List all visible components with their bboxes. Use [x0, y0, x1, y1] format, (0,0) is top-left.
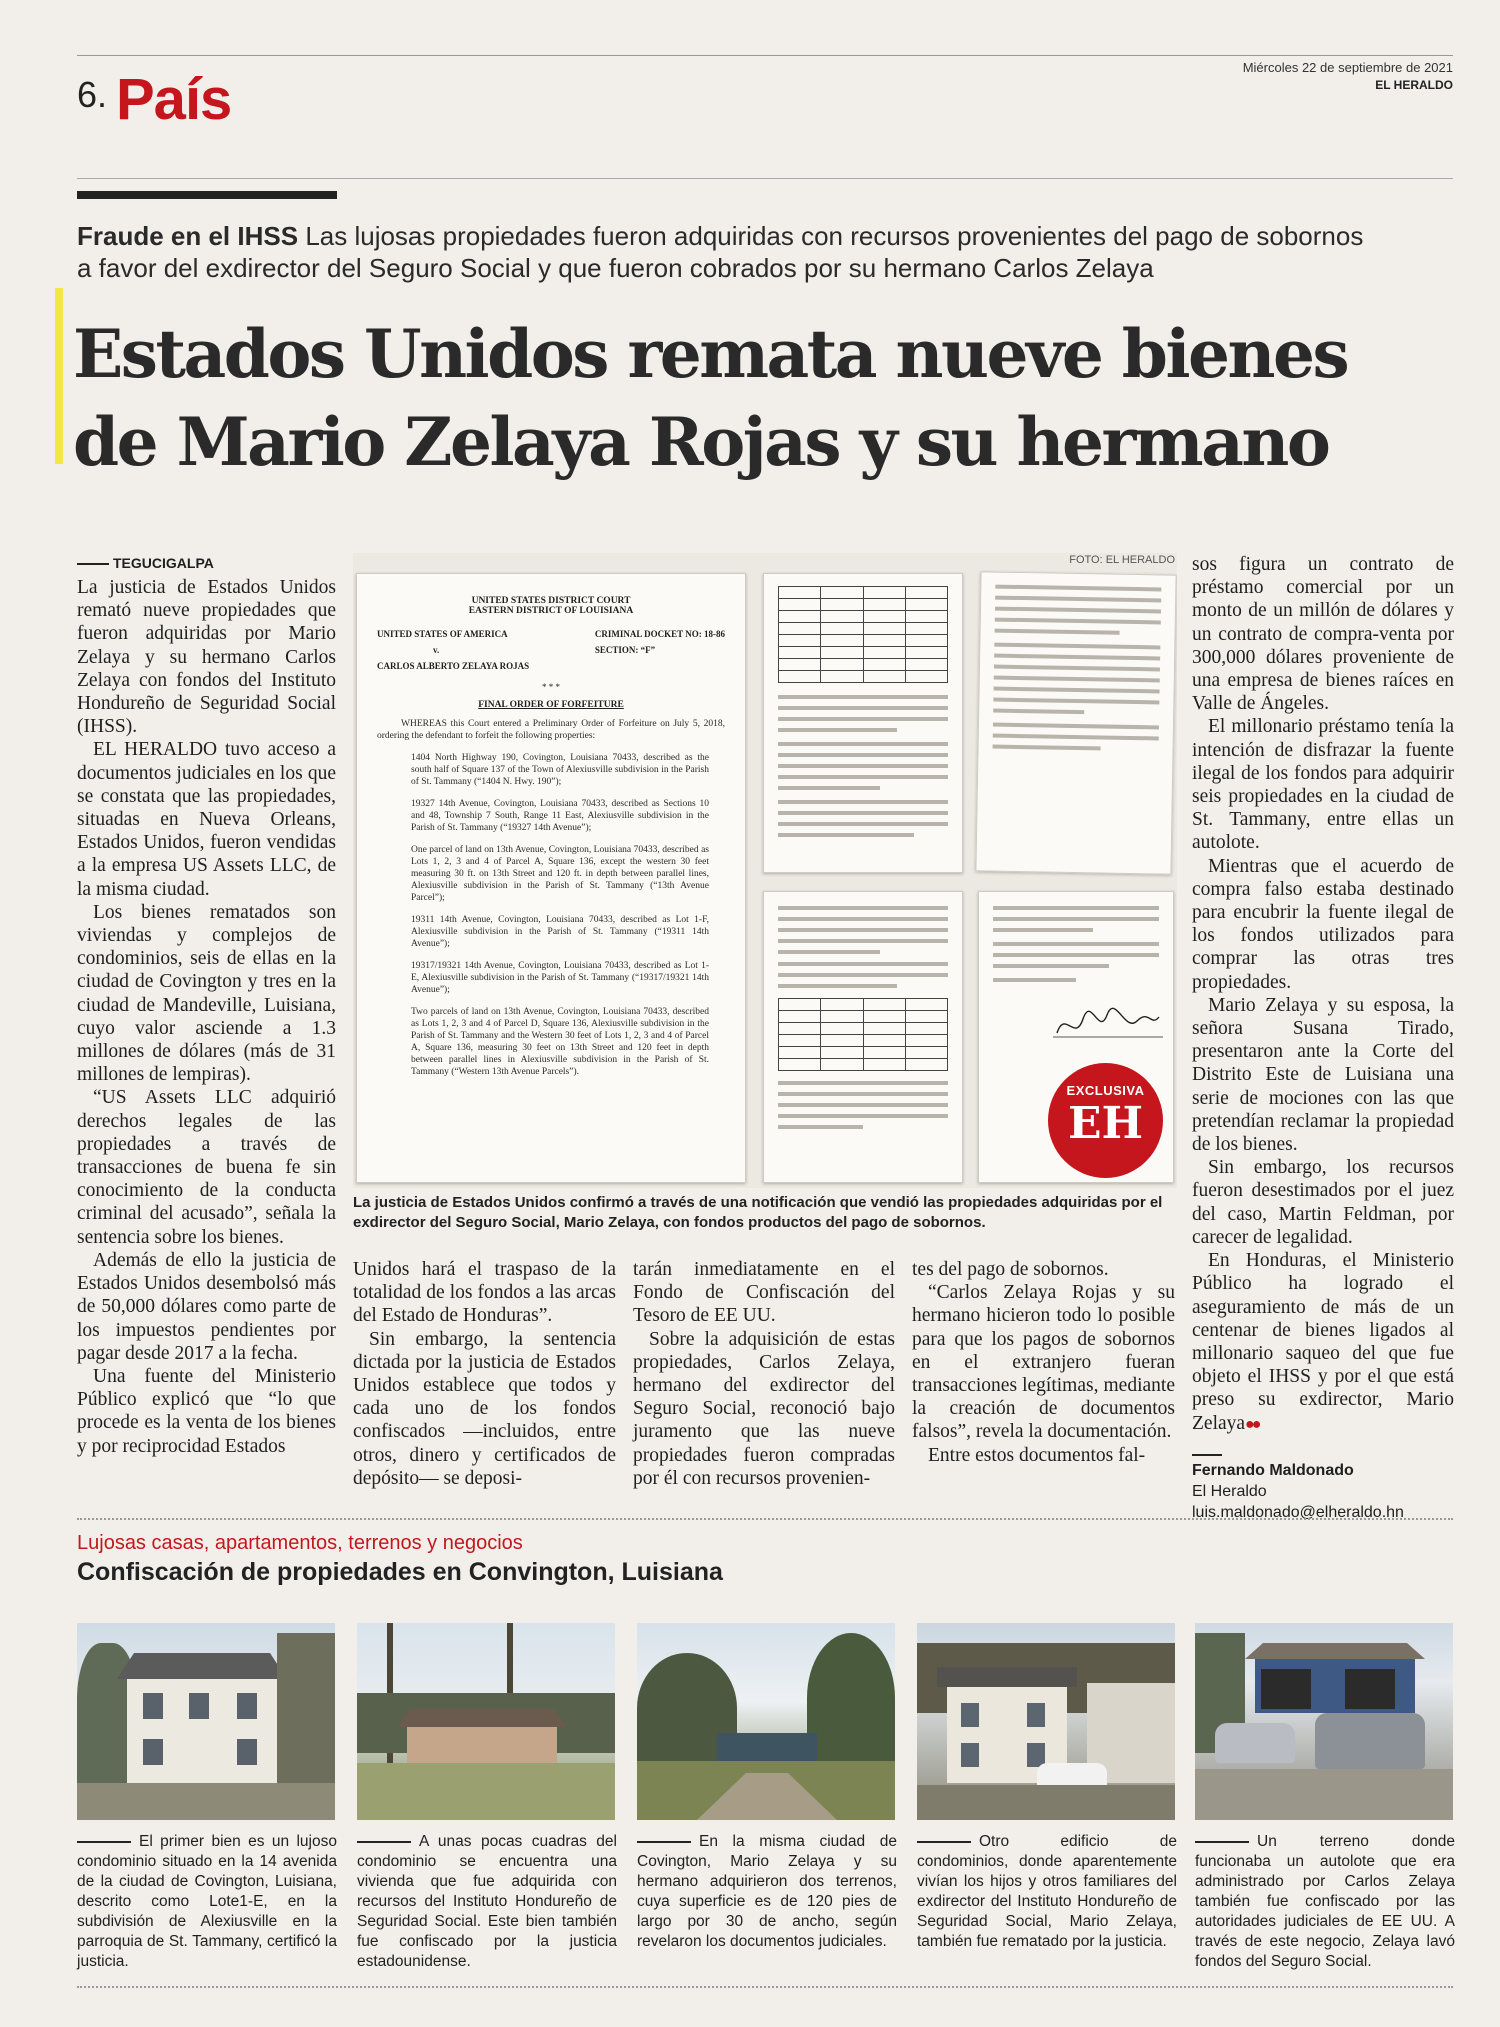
order-stars: * * *	[542, 682, 560, 692]
document-page-2	[763, 573, 963, 873]
byline-email[interactable]: luis.maldonado@elheraldo.hn	[1192, 1503, 1404, 1521]
paragraph: Sobre la adquisición de estas propiedades, Carlos Zelaya, hermano del exdirector del Seguro Social, reconoció bajo juramento que las nueve propiedades fueron compradas por él con recursos provenien-	[633, 1328, 895, 1489]
court-order-page	[356, 573, 746, 1183]
paragraph: Mientras que el acuerdo de compra falso estaba destinado para encubrir la fuente ilegal de los fondos utilizados para comprar las otras tres propiedades.	[1192, 855, 1454, 993]
article-col-4	[912, 1258, 1175, 1467]
eh-logo: EH	[1067, 1098, 1144, 1149]
end-mark-icon: ●●	[1245, 1415, 1259, 1433]
paragraph: “US Assets LLC adquirió derechos legales de las propiedades a través de transacciones de buena fe sin conocimiento de la conducta criminal del acusado”, señala la sentencia sobre los bienes.	[77, 1087, 336, 1248]
property-photo-5	[1195, 1623, 1453, 1820]
article-col-3	[633, 1258, 895, 1490]
property-2: 19327 14th Avenue, Covington, Louisiana 70433, described as Sections 10 and 48, Township 7 South, Range 11 East, Alexiusville subdivision in the Parish of St. Tammany (“19327 14th Avenue”);	[411, 799, 709, 833]
property-4: 19311 14th Avenue, Covington, Louisiana 70433, described as Lot 1-F, Alexiusville subdivision in the Parish of St. Tammany (“19311 14th Avenue”);	[411, 915, 709, 949]
headline-line-2: de Mario Zelaya Rojas y su hermano	[73, 403, 1329, 481]
paragraph: Unidos hará el traspaso de la totalidad de los fondos a las arcas del Estado de Honduras”.	[353, 1259, 616, 1327]
page-number: 6.	[77, 74, 108, 115]
court-district: EASTERN DISTRICT OF LOUISIANA	[468, 606, 634, 616]
photo-caption-4: Otro edificio de condominios, donde aparentemente vivían los hijos y otros familiares del exdirector del Instituto Hondureño de Seguridad Social, Mario Zelaya, también fue rematado por la justicia.	[917, 1833, 1177, 1950]
property-6: Two parcels of land on 13th Avenue, Covington, Louisiana 70433, described as Lots 1, 2, 3 and 4 of Parcel D, Square 136, Alexiusville subdivision in the Parish of St. Tammany and the Western 30 feet of Lots 1, 2, 3 and 4 of Parcel A, Square 136, measuring 30 feet on 13th Street and 120 feet in depth between parallel lines in Alexiusville subdivision in the Parish of St. Tammany (“Western 13th Avenue Parcels”).	[411, 1007, 709, 1077]
paragraph: “Carlos Zelaya Rojas y su hermano hicieron todo lo posible para que los pagos de sobornos en el extranjero fueran transacciones legítimas, mediante la creación de documentos falsos”, revela la documentación.	[912, 1282, 1175, 1443]
paragraph: sos figura un contrato de préstamo comercial por un monto de un millón de dólares y un contrato de compra-venta por 300,000 dólares proveniente de una empresa de bienes raíces en Valle de Ángeles.	[1192, 554, 1454, 715]
paper-name: EL HERALDO	[1375, 78, 1453, 92]
bottom-dotted-rule	[77, 1986, 1453, 1988]
property-photo-1	[77, 1623, 335, 1820]
article-col-1	[77, 553, 336, 1458]
paragraph: Mario Zelaya y su esposa, la señora Susana Tirado, presentaron ante la Corte del Distrito Este de Luisiana una serie de mociones con las que pretendían reclamar la propiedad de los bienes.	[1192, 994, 1454, 1156]
kicker-bar	[77, 191, 337, 199]
headline-highlight-mark	[55, 288, 63, 464]
plaintiff: UNITED STATES OF AMERICA	[377, 629, 508, 639]
photo-caption: La justicia de Estados Unidos confirmó a través de una notificación que vendió las propiedades adquiridas por el exdirector del Seguro Social, Mario Zelaya, con fondos productos del pago de sobornos.	[353, 1194, 1163, 1231]
paragraph: Los bienes rematados son viviendas y complejos de condominios, seis de ellas en la ciudad de Covington y tres en la ciudad de Mandeville, Luisiana, cuyo valor asciende a 1.3 millones de dólares (más de 31 millones de lempiras).	[77, 901, 336, 1086]
versus: v.	[433, 645, 440, 655]
article-col-2	[353, 1258, 616, 1490]
docket-number: CRIMINAL DOCKET NO: 18-86	[594, 629, 725, 639]
paragraph: El millonario préstamo tenía la intención de disfrazar la fuente ilegal de los fondos para adquirir seis propiedades en la ciudad de St. Tammany, entre ellas un autolote.	[1192, 716, 1454, 854]
byline-name: Fernando Maldonado	[1192, 1461, 1354, 1479]
paragraph: En Honduras, el Ministerio Público ha logrado el aseguramiento de más de un centenar de bienes ligados al millonario saqueo del que fue objeto el IHSS y por el que está preso su exdirector, Mario Zelaya	[1192, 1250, 1454, 1434]
photo-caption-5: Un terreno donde funcionaba un autolote que era administrado por Carlos Zelaya también fue confiscado por las autoridades judiciales de EE UU. A través de este negocio, Zelaya lavó fondos del Seguro Social.	[1195, 1833, 1455, 1970]
property-1: 1404 North Highway 190, Covington, Louisiana 70433, described as the south half of Square 137 of the Town of Alexiusville subdivision in the Parish of St. Tammany (“1404 N. Hwy. 190”);	[411, 753, 709, 787]
gallery-kicker: Lujosas casas, apartamentos, terrenos y negocios	[77, 1532, 523, 1554]
property-3: One parcel of land on 13th Avenue, Covington, Louisiana 70433, described as Lots 1, 2, 3 and 4 of Parcel A, Square 136, except the western 30 feet measuring 30 ft. on 13th Street and 120 ft. in depth between parallel lines, Alexiusville subdivision in the Parish of St. Tammany (“13th Avenue Parcel”);	[411, 845, 709, 903]
kicker-text: Las lujosas propiedades fueron adquiridas con recursos provenientes del pago de sobornos a favor del exdirector del Seguro Social y que fueron cobrados por su hermano Carlos Zelaya	[77, 221, 1364, 283]
byline	[1192, 1454, 1454, 1523]
photo-caption-3: En la misma ciudad de Covington, Mario Zelaya y su hermano adquirieron dos terrenos, cuya superficie es de 120 pies de largo por 30 de ancho, según revelaron los documentos judiciales.	[637, 1833, 897, 1950]
property-photo-2	[357, 1623, 615, 1820]
paragraph: Además de ello la justicia de Estados Unidos desembolsó más de 50,000 dólares como parte de los impuestos pendientes por pagar desde 2017 a la fecha.	[77, 1249, 336, 1364]
headline	[73, 310, 1473, 486]
order-title: FINAL ORDER OF FORFEITURE	[478, 700, 624, 710]
court-section: SECTION: “F”	[594, 645, 656, 655]
top-rule	[77, 55, 1453, 56]
gallery-title: Confiscación de propiedades en Convington, Luisiana	[77, 1558, 723, 1586]
kicker	[77, 220, 1377, 284]
kicker-lead: Fraude en el IHSS	[77, 221, 299, 251]
paragraph: Una fuente del Ministerio Público explicó que “lo que procede es la venta de los bienes y por reciprocidad Estados	[77, 1365, 336, 1457]
section-title: País	[116, 67, 232, 132]
exclusive-label: EXCLUSIVA	[1066, 1083, 1145, 1098]
gallery-dotted-rule	[77, 1518, 1453, 1520]
photo-caption-2: A unas pocas cuadras del condominio se encuentra una vivienda que fue adquirida con recursos del Instituto Hondureño de Seguridad Social. Este bien también fue confiscado por la justicia estadounidense.	[357, 1833, 617, 1970]
judge-signature-icon	[1053, 1003, 1163, 1043]
court-name: UNITED STATES DISTRICT COURT	[471, 596, 631, 606]
byline-outlet: El Heraldo	[1192, 1482, 1267, 1500]
paragraph: EL HERALDO tuvo acceso a documentos judiciales en los que se constata que las propiedades, situadas en Nueva Orleans, Estados Unidos, fueron vendidas a la empresa US Assets LLC, de la misma ciudad.	[77, 739, 336, 900]
paragraph: Sin embargo, los recursos fueron desestimados por el juez del caso, Martin Feldman, por carecer de legalidad.	[1192, 1157, 1454, 1248]
paragraph: tarán inmediatamente en el Fondo de Confiscación del Tesoro de EE UU.	[633, 1259, 895, 1327]
document-page-4	[763, 891, 963, 1183]
defendant: CARLOS ALBERTO ZELAYA ROJAS	[377, 661, 530, 671]
paragraph: Sin embargo, la sentencia dictada por la justicia de Estados Unidos establece que todos y cada uno de los fondos confiscados —incluidos, entre otros, dinero y certificados de depósito— se deposi-	[353, 1328, 616, 1489]
paragraph: Entre estos documentos fal-	[928, 1444, 1146, 1466]
documents-photo	[353, 553, 1177, 1188]
property-photo-4	[917, 1623, 1175, 1820]
dateline: TEGUCIGALPA	[77, 553, 336, 573]
headline-line-1: Estados Unidos remata nueve bienes	[73, 315, 1348, 393]
paragraph: tes del pago de sobornos.	[912, 1259, 1109, 1280]
paragraph: La justicia de Estados Unidos remató nueve propiedades que fueron adquiridas por Mario Zelaya y su hermano Carlos Zelaya con fondos del Instituto Hondureño de Seguridad Social (IHSS).	[77, 577, 336, 738]
photo-caption-1: El primer bien es un lujoso condominio situado en la 14 avenida de la ciudad de Covington, Luisiana, descrito como Lote1-E, en la subdivisión de Alexiusville en la parroquia de St. Tammany, certificó la justicia.	[77, 1833, 337, 1970]
property-photo-3	[637, 1623, 895, 1820]
order-whereas: WHEREAS this Court entered a Preliminary Order of Forfeiture on July 5, 2018, ordering the defendant to forfeit the following properties:	[377, 719, 725, 741]
property-5: 19317/19321 14th Avenue, Covington, Louisiana 70433, described as Lot 1-E, Alexiusville subdivision in the Parish of St. Tammany (“19317/19321 14th Avenue”);	[411, 961, 709, 995]
article-col-5	[1192, 553, 1454, 1523]
header-rule	[77, 178, 1453, 179]
document-page-3	[975, 571, 1176, 874]
issue-date: Miércoles 22 de septiembre de 2021	[1242, 60, 1453, 75]
exclusive-badge	[1048, 1063, 1163, 1178]
photo-credit: FOTO: EL HERALDO	[1069, 554, 1175, 566]
